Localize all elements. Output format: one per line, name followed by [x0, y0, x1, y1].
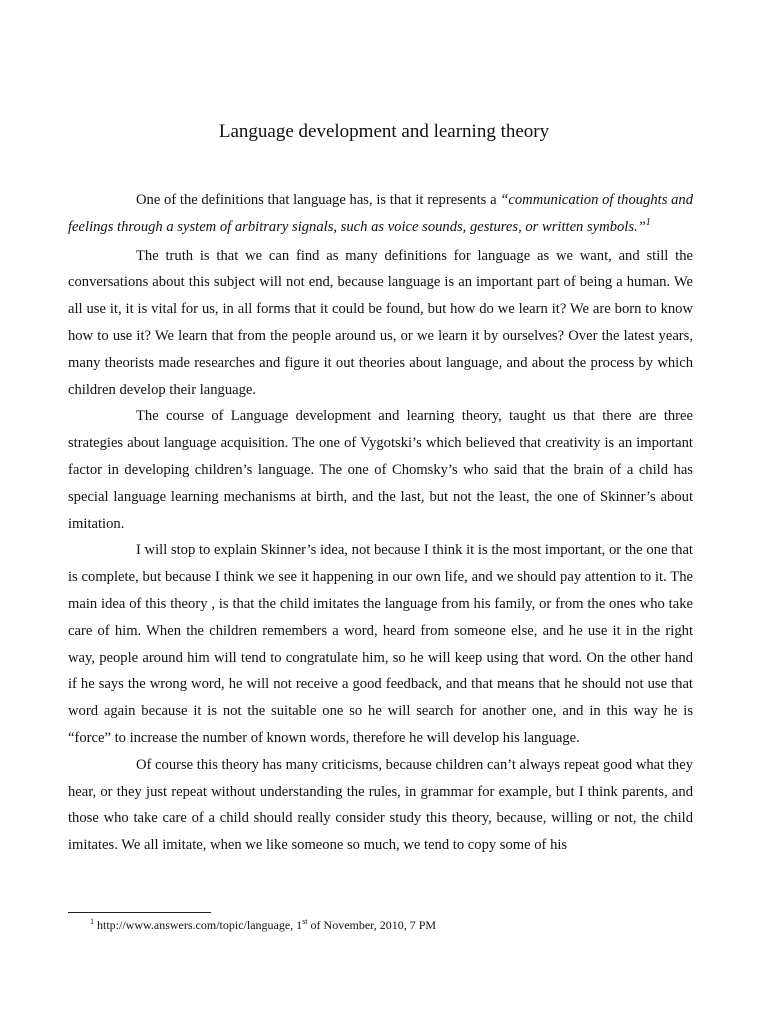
paragraph-5: Of course this theory has many criticisms, because children can’t always repeat good what they hear, or they just repeat without understanding the rules, in grammar for example, but I think parents, and those who take care of a child should really consider study this theory, because, willing or not, the child imitates. We all imitate, when we like someone so much, we tend to copy some of his — [68, 756, 693, 854]
definition-quote: “communication of thoughts and feelings through a system of arbitrary signals, such as voice sounds, gestures, or written symbols.” — [68, 192, 694, 235]
paragraph-2: The truth is that we can find as many definitions for language as we want, and still the conversations about this subject will not end, because language is an important part of being a human. We all use it, it is vital for us, in all forms that it could be found, but how do we learn it? We are born to know how to use it? We learn that from the people around us, or we learn it by ourselves? Over the latest years, many theorists made researches and figure it out theories about language, and about the process by which children develop their language. — [68, 247, 693, 398]
paragraph-3: The course of Language development and learning theory, taught us that there are three strategies about language acquisition. The one of Vygotski’s which believed that creativity is an important factor in developing children’s language. The one of Chomsky’s who said that the brain of a child has special language learning mechanisms at birth, and the last, but not the least, the one of Skinner’s about imitation. — [68, 408, 693, 532]
footnote-separator — [68, 912, 211, 913]
document-body — [68, 187, 693, 859]
footnote-marker: 1 — [90, 917, 94, 926]
paragraph-1-lead: One of the definitions that language has, is that it represents a — [136, 192, 501, 208]
paragraph-4: I will stop to explain Skinner’s idea, not because I think it is the most important, or the one that is complete, but because I think we see it happening in our own life, and we should pay attention to it. The main idea of this theory , is that the child imitates the language from his family, or from the ones who take care of him. When the children remembers a word, heard from someone else, and he use it in the right way, people around him will tend to congratulate him, so he will keep using that word. On the other hand if he says the wrong word, he will not receive a good feedback, and that means that he should not use that word again because it is not the suitable one so he will search for another one, and in this way he is “force” to increase the number of known words, therefore he will develop his language. — [68, 542, 693, 746]
footnote-ordinal: st — [302, 917, 308, 926]
footnote-reference: 1 — [645, 216, 651, 228]
footnote-date: of November, 2010, 7 PM — [307, 918, 437, 932]
footnote-text: http://www.answers.com/topic/language, 1 — [94, 918, 303, 932]
paragraph-1 — [68, 187, 693, 243]
footnote — [90, 914, 436, 933]
document-title: Language development and learning theory — [218, 121, 550, 142]
